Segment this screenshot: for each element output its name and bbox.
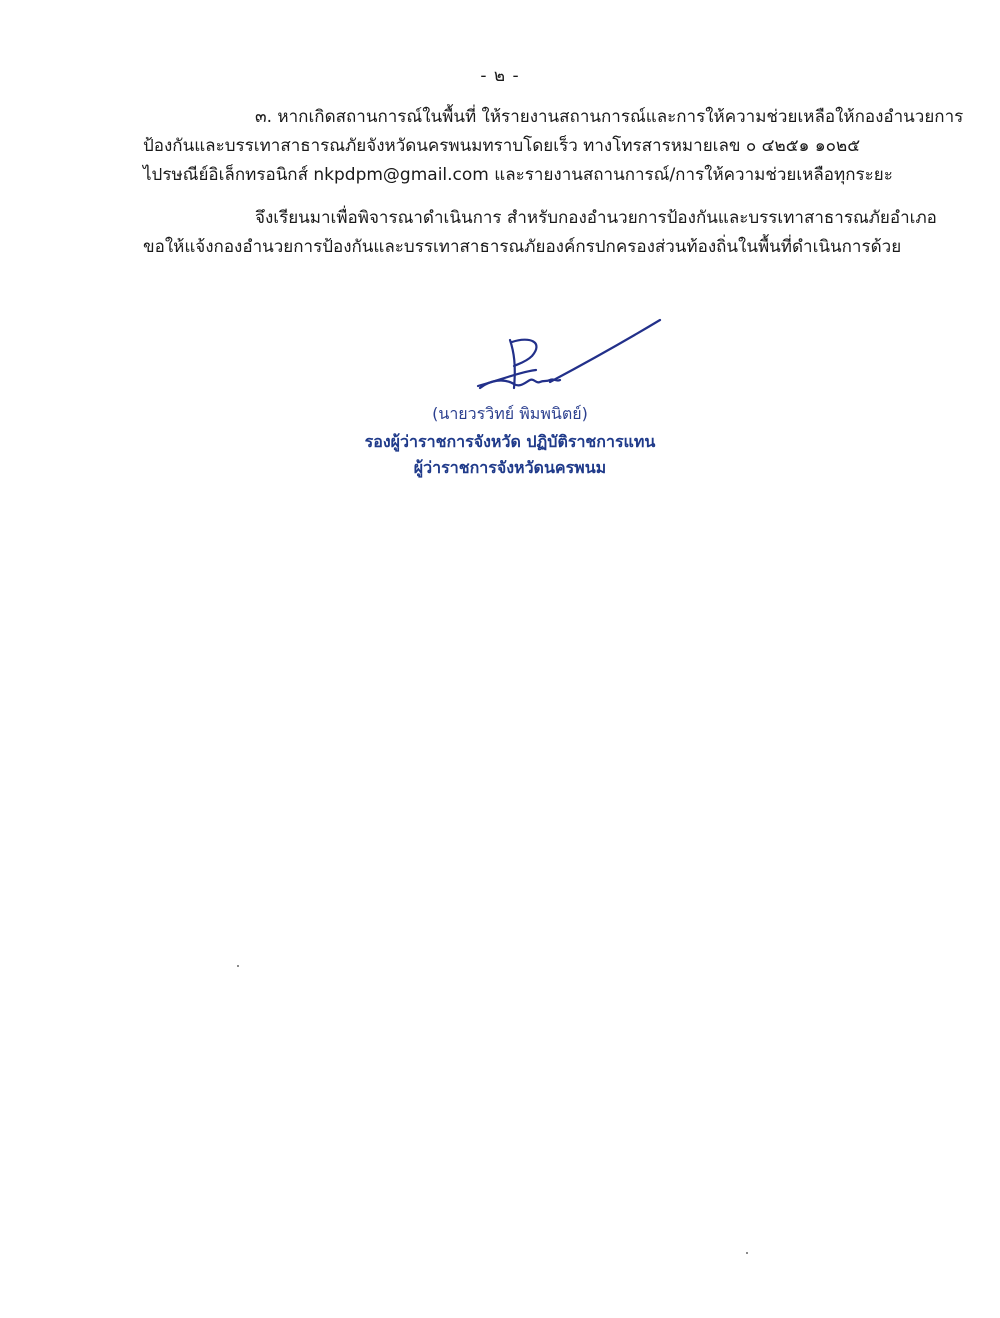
- handwritten-signature: [470, 310, 670, 400]
- signatory-name: (นายวรวิทย์ พิมพนิตย์): [432, 404, 588, 423]
- signatory-title-province: ผู้ว่าราชการจังหวัดนครพนม: [413, 458, 607, 477]
- paragraph-line: จึงเรียนมาเพื่อพิจารณาดำเนินการ สำหรับกองอำนวยการป้องกันและบรรเทาสาธารณภัยอำเภอ: [255, 208, 937, 228]
- signature-block: [330, 310, 690, 490]
- scan-speck: [746, 1252, 748, 1254]
- paragraph-line: ขอให้แจ้งกองอำนวยการป้องกันและบรรเทาสาธารณภัยองค์กรปกครองส่วนท้องถิ่นในพื้นที่ดำเนินการด้วย: [143, 237, 902, 257]
- paragraph-closing: [143, 204, 937, 262]
- paragraph-line: ไปรษณีย์อิเล็กทรอนิกส์ nkpdpm@gmail.com และรายงานสถานการณ์/การให้ความช่วยเหลือทุกระยะ: [143, 165, 893, 185]
- paragraph-line: ป้องกันและบรรเทาสาธารณภัยจังหวัดนครพนมทราบโดยเร็ว ทางโทรสารหมายเลข ๐ ๔๒๕๑ ๑๐๒๕: [143, 136, 861, 156]
- signatory-title: รองผู้ว่าราชการจังหวัด ปฏิบัติราชการแทน: [364, 432, 656, 451]
- paragraph-line: ๓. หากเกิดสถานการณ์ในพื้นที่ ให้รายงานสถานการณ์และการให้ความช่วยเหลือให้กองอำนวยการ: [255, 107, 964, 127]
- page-number: - ๒ -: [480, 66, 520, 86]
- paragraph-situation-report: [143, 103, 964, 190]
- scan-speck: [237, 965, 239, 967]
